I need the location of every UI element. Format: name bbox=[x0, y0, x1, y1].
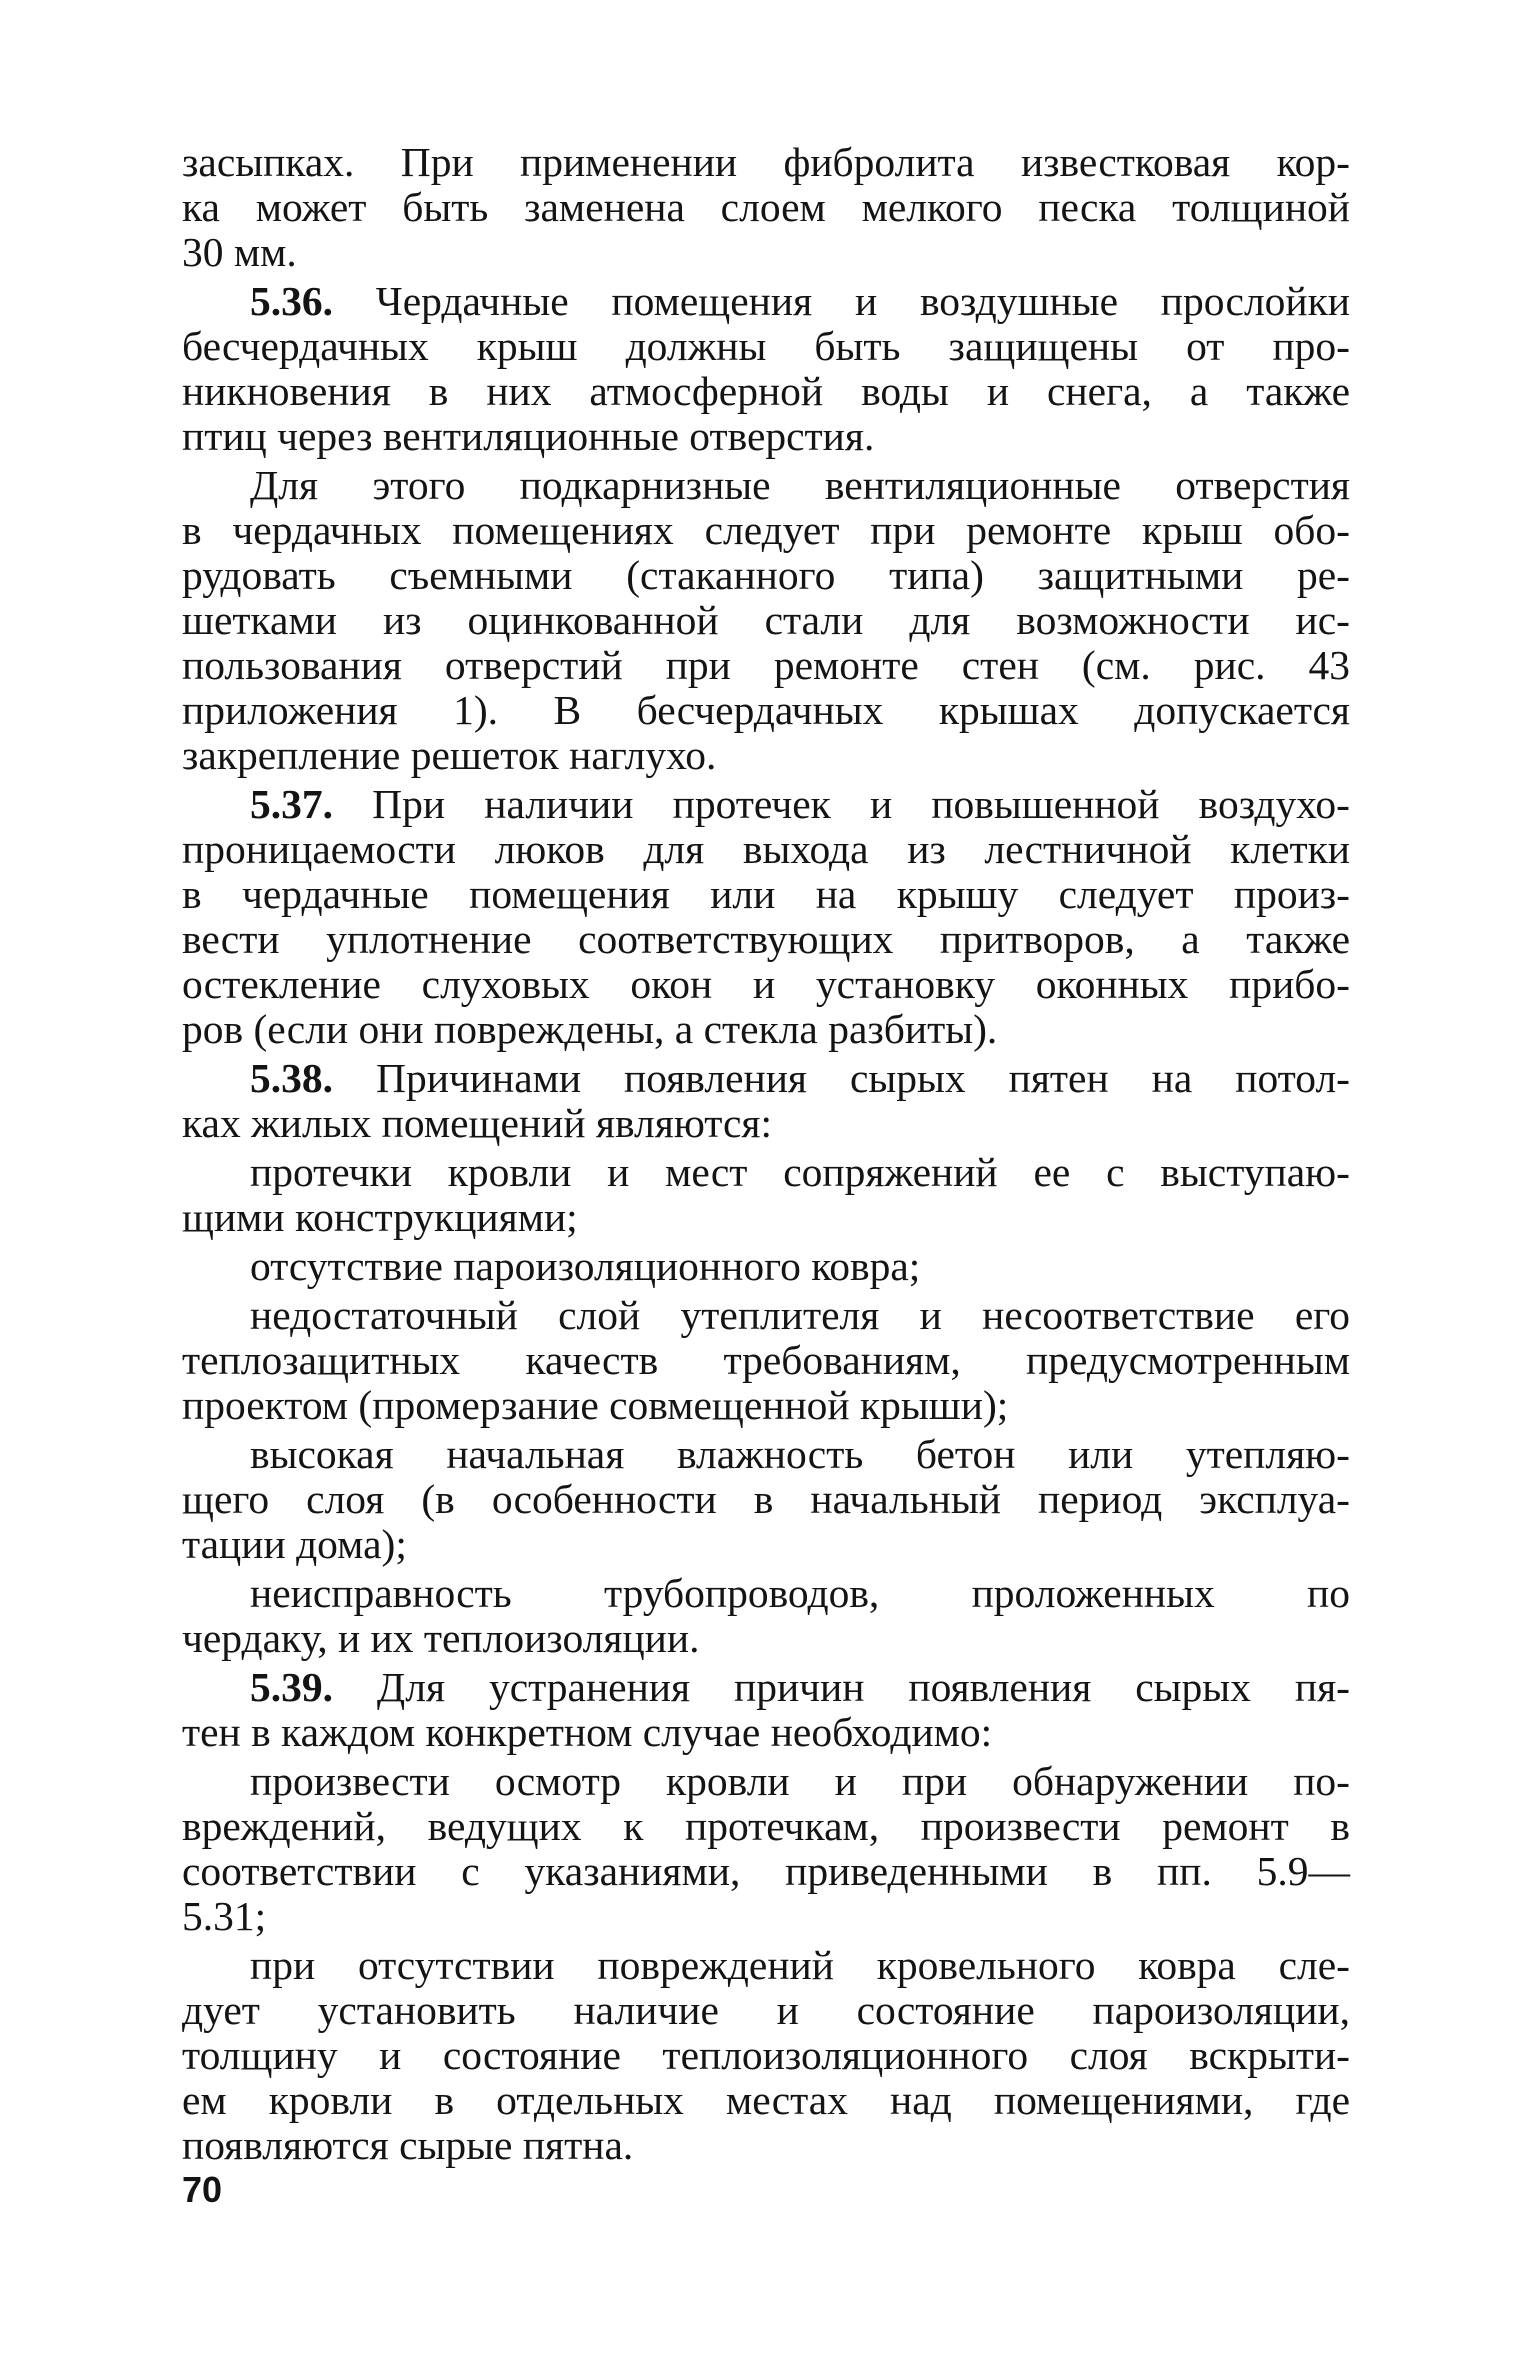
text-line: произвести осмотр кровли и при обнаружении по- bbox=[250, 1758, 1350, 1804]
text-line: соответствии с указаниями, приведенными в пп. 5.9— bbox=[182, 1848, 1350, 1894]
section-number: 5.37. bbox=[250, 781, 333, 827]
line-text: При наличии протечек и повышенной воздухо- bbox=[333, 781, 1350, 827]
text-line: Для этого подкарнизные вентиляционные отверстия bbox=[250, 462, 1350, 508]
text-line: щего слоя (в особенности в начальный период эксплуа- bbox=[182, 1476, 1350, 1522]
text-line: появляются сырые пятна. bbox=[182, 2122, 634, 2168]
text-line: ем кровли в отдельных местах над помещениями, где bbox=[182, 2077, 1350, 2123]
text-line: никновения в них атмосферной воды и снега, а также bbox=[182, 368, 1350, 414]
text-line: тации дома); bbox=[182, 1521, 407, 1567]
text-line: ров (если они повреждены, а стекла разбиты). bbox=[182, 1006, 998, 1052]
text-line: пользования отверстий при ремонте стен (см. рис. 43 bbox=[182, 642, 1350, 688]
document-page-body bbox=[182, 140, 1350, 2172]
text-line: ка может быть заменена слоем мелкого песка толщиной bbox=[182, 184, 1350, 230]
text-line: в чердачные помещения или на крышу следует произ- bbox=[182, 871, 1350, 917]
text-line: вести уплотнение соответствующих притворов, а также bbox=[182, 916, 1350, 962]
text-line: 5.31; bbox=[182, 1893, 267, 1939]
text-line: проницаемости люков для выхода из лестничной клетки bbox=[182, 826, 1350, 872]
page-number: 70 bbox=[182, 2169, 223, 2210]
text-line: 30 мм. bbox=[182, 229, 297, 275]
text-line: высокая начальная влажность бетон или утепляю- bbox=[250, 1431, 1350, 1477]
section-number: 5.39. bbox=[250, 1664, 333, 1710]
line-text: Причинами появления сырых пятен на потол- bbox=[333, 1055, 1350, 1101]
paragraph-p7 bbox=[182, 1244, 1350, 1289]
text-line: теплозащитных качеств требованиям, предусмотренным bbox=[182, 1337, 1350, 1383]
text-line: толщину и состояние теплоизоляционного слоя вскрыти- bbox=[182, 2032, 1350, 2078]
text-line: ках жилых помещений являются: bbox=[182, 1100, 772, 1146]
text-line: приложения 1). В бесчердачных крышах допускается bbox=[182, 687, 1350, 733]
paragraph-p12 bbox=[182, 1759, 1350, 1939]
text-line: при отсутствии повреждений кровельного ковра сле- bbox=[250, 1942, 1350, 1988]
section-number: 5.38. bbox=[250, 1055, 333, 1101]
text-line: засыпках. При применении фибролита известковая кор- bbox=[182, 139, 1350, 185]
paragraph-p13 bbox=[182, 1943, 1350, 2168]
text-line: бесчердачных крыш должны быть защищены от про- bbox=[182, 323, 1350, 369]
paragraph-p3 bbox=[182, 463, 1350, 778]
paragraph-p8 bbox=[182, 1293, 1350, 1428]
text-line: отсутствие пароизоляционного ковра; bbox=[250, 1243, 921, 1289]
text-line: чердаку, и их теплоизоляции. bbox=[182, 1615, 700, 1661]
text-line: недостаточный слой утеплителя и несоответствие его bbox=[250, 1292, 1350, 1338]
text-line: закрепление решеток наглухо. bbox=[182, 732, 717, 778]
paragraph-p1 bbox=[182, 140, 1350, 275]
text-line bbox=[182, 1056, 1350, 1101]
text-line: щими конструкциями; bbox=[182, 1194, 578, 1240]
paragraph-p6 bbox=[182, 1150, 1350, 1240]
paragraph-p9 bbox=[182, 1432, 1350, 1567]
text-line: проектом (промерзание совмещенной крыши); bbox=[182, 1382, 1009, 1428]
text-line bbox=[182, 1665, 1350, 1710]
paragraph-p11 bbox=[182, 1665, 1350, 1755]
text-line bbox=[182, 782, 1350, 827]
line-text: Для устранения причин появления сырых пя- bbox=[333, 1664, 1350, 1710]
text-line: рудовать съемными (стаканного типа) защитными ре- bbox=[182, 552, 1350, 598]
text-line bbox=[182, 279, 1350, 324]
paragraph-p5 bbox=[182, 1056, 1350, 1146]
text-line: шетками из оцинкованной стали для возможности ис- bbox=[182, 597, 1350, 643]
paragraph-p10 bbox=[182, 1571, 1350, 1661]
paragraph-p4 bbox=[182, 782, 1350, 1052]
text-line: вреждений, ведущих к протечкам, произвести ремонт в bbox=[182, 1803, 1350, 1849]
paragraph-p2 bbox=[182, 279, 1350, 459]
text-line: тен в каждом конкретном случае необходимо: bbox=[182, 1709, 993, 1755]
text-line: остекление слуховых окон и установку оконных прибо- bbox=[182, 961, 1350, 1007]
section-number: 5.36. bbox=[250, 278, 333, 324]
text-line: в чердачных помещениях следует при ремонте крыш обо- bbox=[182, 507, 1350, 553]
text-line: птиц через вентиляционные отверстия. bbox=[182, 413, 875, 459]
text-line: протечки кровли и мест сопряжений ее с выступаю- bbox=[250, 1149, 1350, 1195]
line-text: Чердачные помещения и воздушные прослойки bbox=[333, 278, 1350, 324]
text-line: дует установить наличие и состояние пароизоляции, bbox=[182, 1987, 1350, 2033]
text-line: неисправность трубопроводов, проложенных по bbox=[250, 1570, 1350, 1616]
